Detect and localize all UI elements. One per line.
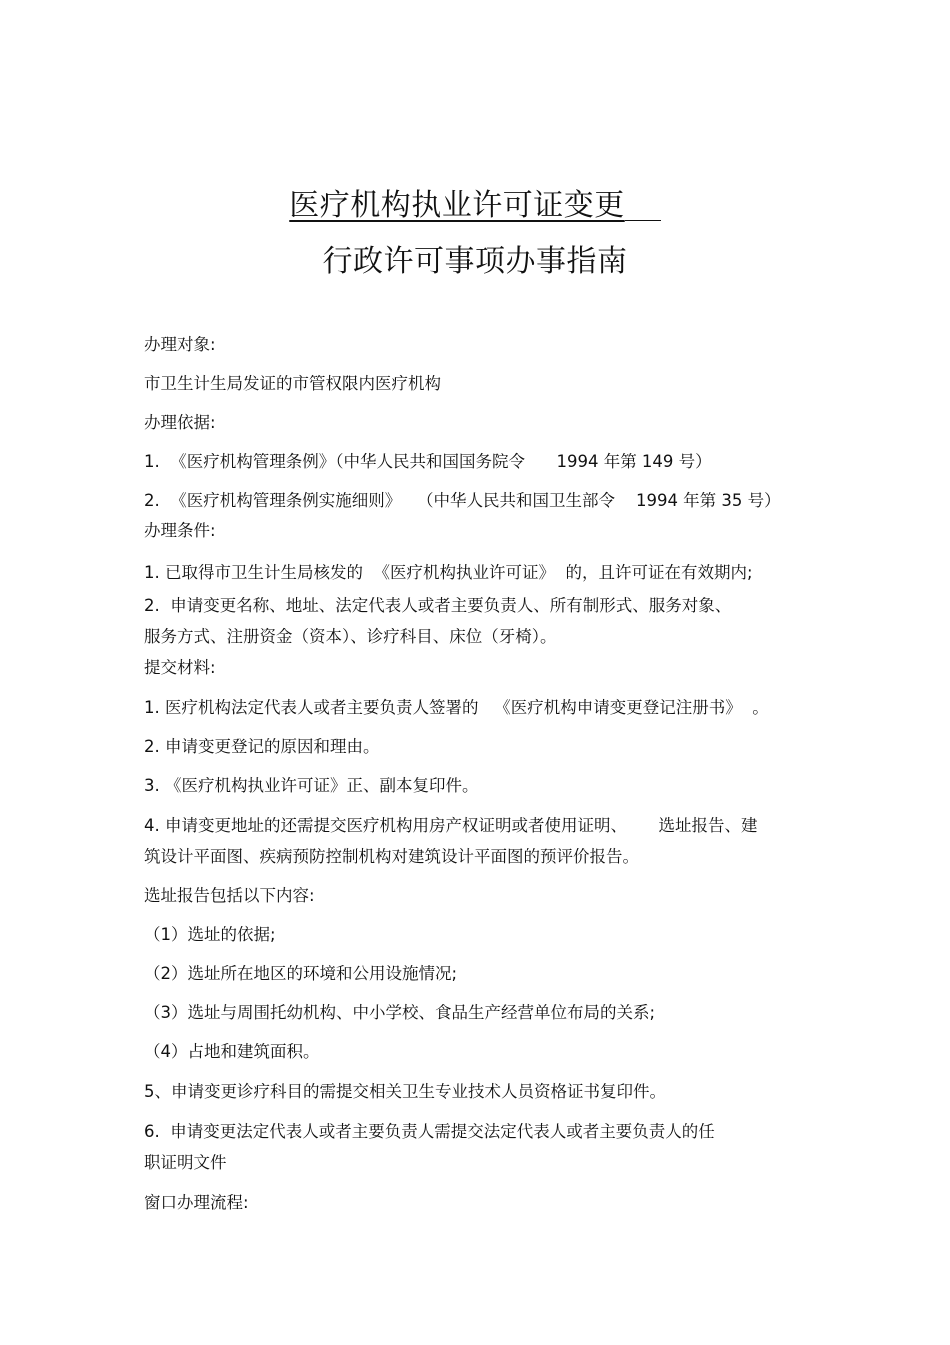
section-heading-target: 办理对象: [144,335,216,354]
site-report-item-3: （3）选址与周围托幼机构、中小学校、食品生产经营单位布局的关系; [144,1003,656,1022]
material-item-5: 5、申请变更诊疗科目的需提交相关卫生专业技术人员资格证书复印件。 [144,1082,666,1101]
material-item-6-cont: 职证明文件 [144,1153,227,1172]
material-item-4-cont: 筑设计平面图、疾病预防控制机构对建筑设计平面图的预评价报告。 [144,847,639,866]
site-report-heading: 选址报告包括以下内容: [144,886,315,905]
section-heading-conditions: 办理条件: [144,521,216,540]
site-report-item-2: （2）选址所在地区的环境和公用设施情况; [144,964,458,983]
material-item-4: 4. 申请变更地址的还需提交医疗机构用房产权证明或者使用证明、 选址报告、建 [144,816,758,835]
section-heading-basis: 办理依据: [144,413,216,432]
site-report-item-4: （4）占地和建筑面积。 [144,1042,320,1061]
condition-item-2-cont: 服务方式、注册资金（资本）、诊疗科目、床位（牙椅）。 [144,627,557,646]
basis-item-1: 1. 《医疗机构管理条例》（中华人民共和国国务院令 1994 年第 149 号） [144,452,712,471]
condition-item-2: 2. 申请变更名称、地址、法定代表人或者主要负责人、所有制形式、服务对象、 [144,596,732,615]
material-item-3: 3. 《医疗机构执业许可证》正、副本复印件。 [144,776,479,795]
site-report-item-1: （1）选址的依据; [144,925,276,944]
basis-item-2: 2. 《医疗机构管理条例实施细则》 （中华人民共和国卫生部令 1994 年第 35 号） [144,491,781,510]
section-heading-process: 窗口办理流程: [144,1193,249,1212]
material-item-1: 1. 医疗机构法定代表人或者主要负责人签署的 《医疗机构申请变更登记注册书》 。 [144,698,769,717]
material-item-6: 6. 申请变更法定代表人或者主要负责人需提交法定代表人或者主要负责人的任 [144,1122,715,1141]
material-item-2: 2. 申请变更登记的原因和理由。 [144,737,380,756]
document-title-line-1 [0,180,950,224]
title-underlined-text: 医疗机构执业许可证变更 [289,188,625,223]
target-text: 市卫生计生局发证的市管权限内医疗机构 [144,374,441,393]
document-title-line-2: 行政许可事项办事指南 [322,244,628,279]
title-underline-blank [625,190,661,221]
condition-item-1: 1. 已取得市卫生计生局核发的 《医疗机构执业许可证》 的，且许可证在有效期内; [144,563,753,582]
section-heading-materials: 提交材料: [144,658,216,677]
